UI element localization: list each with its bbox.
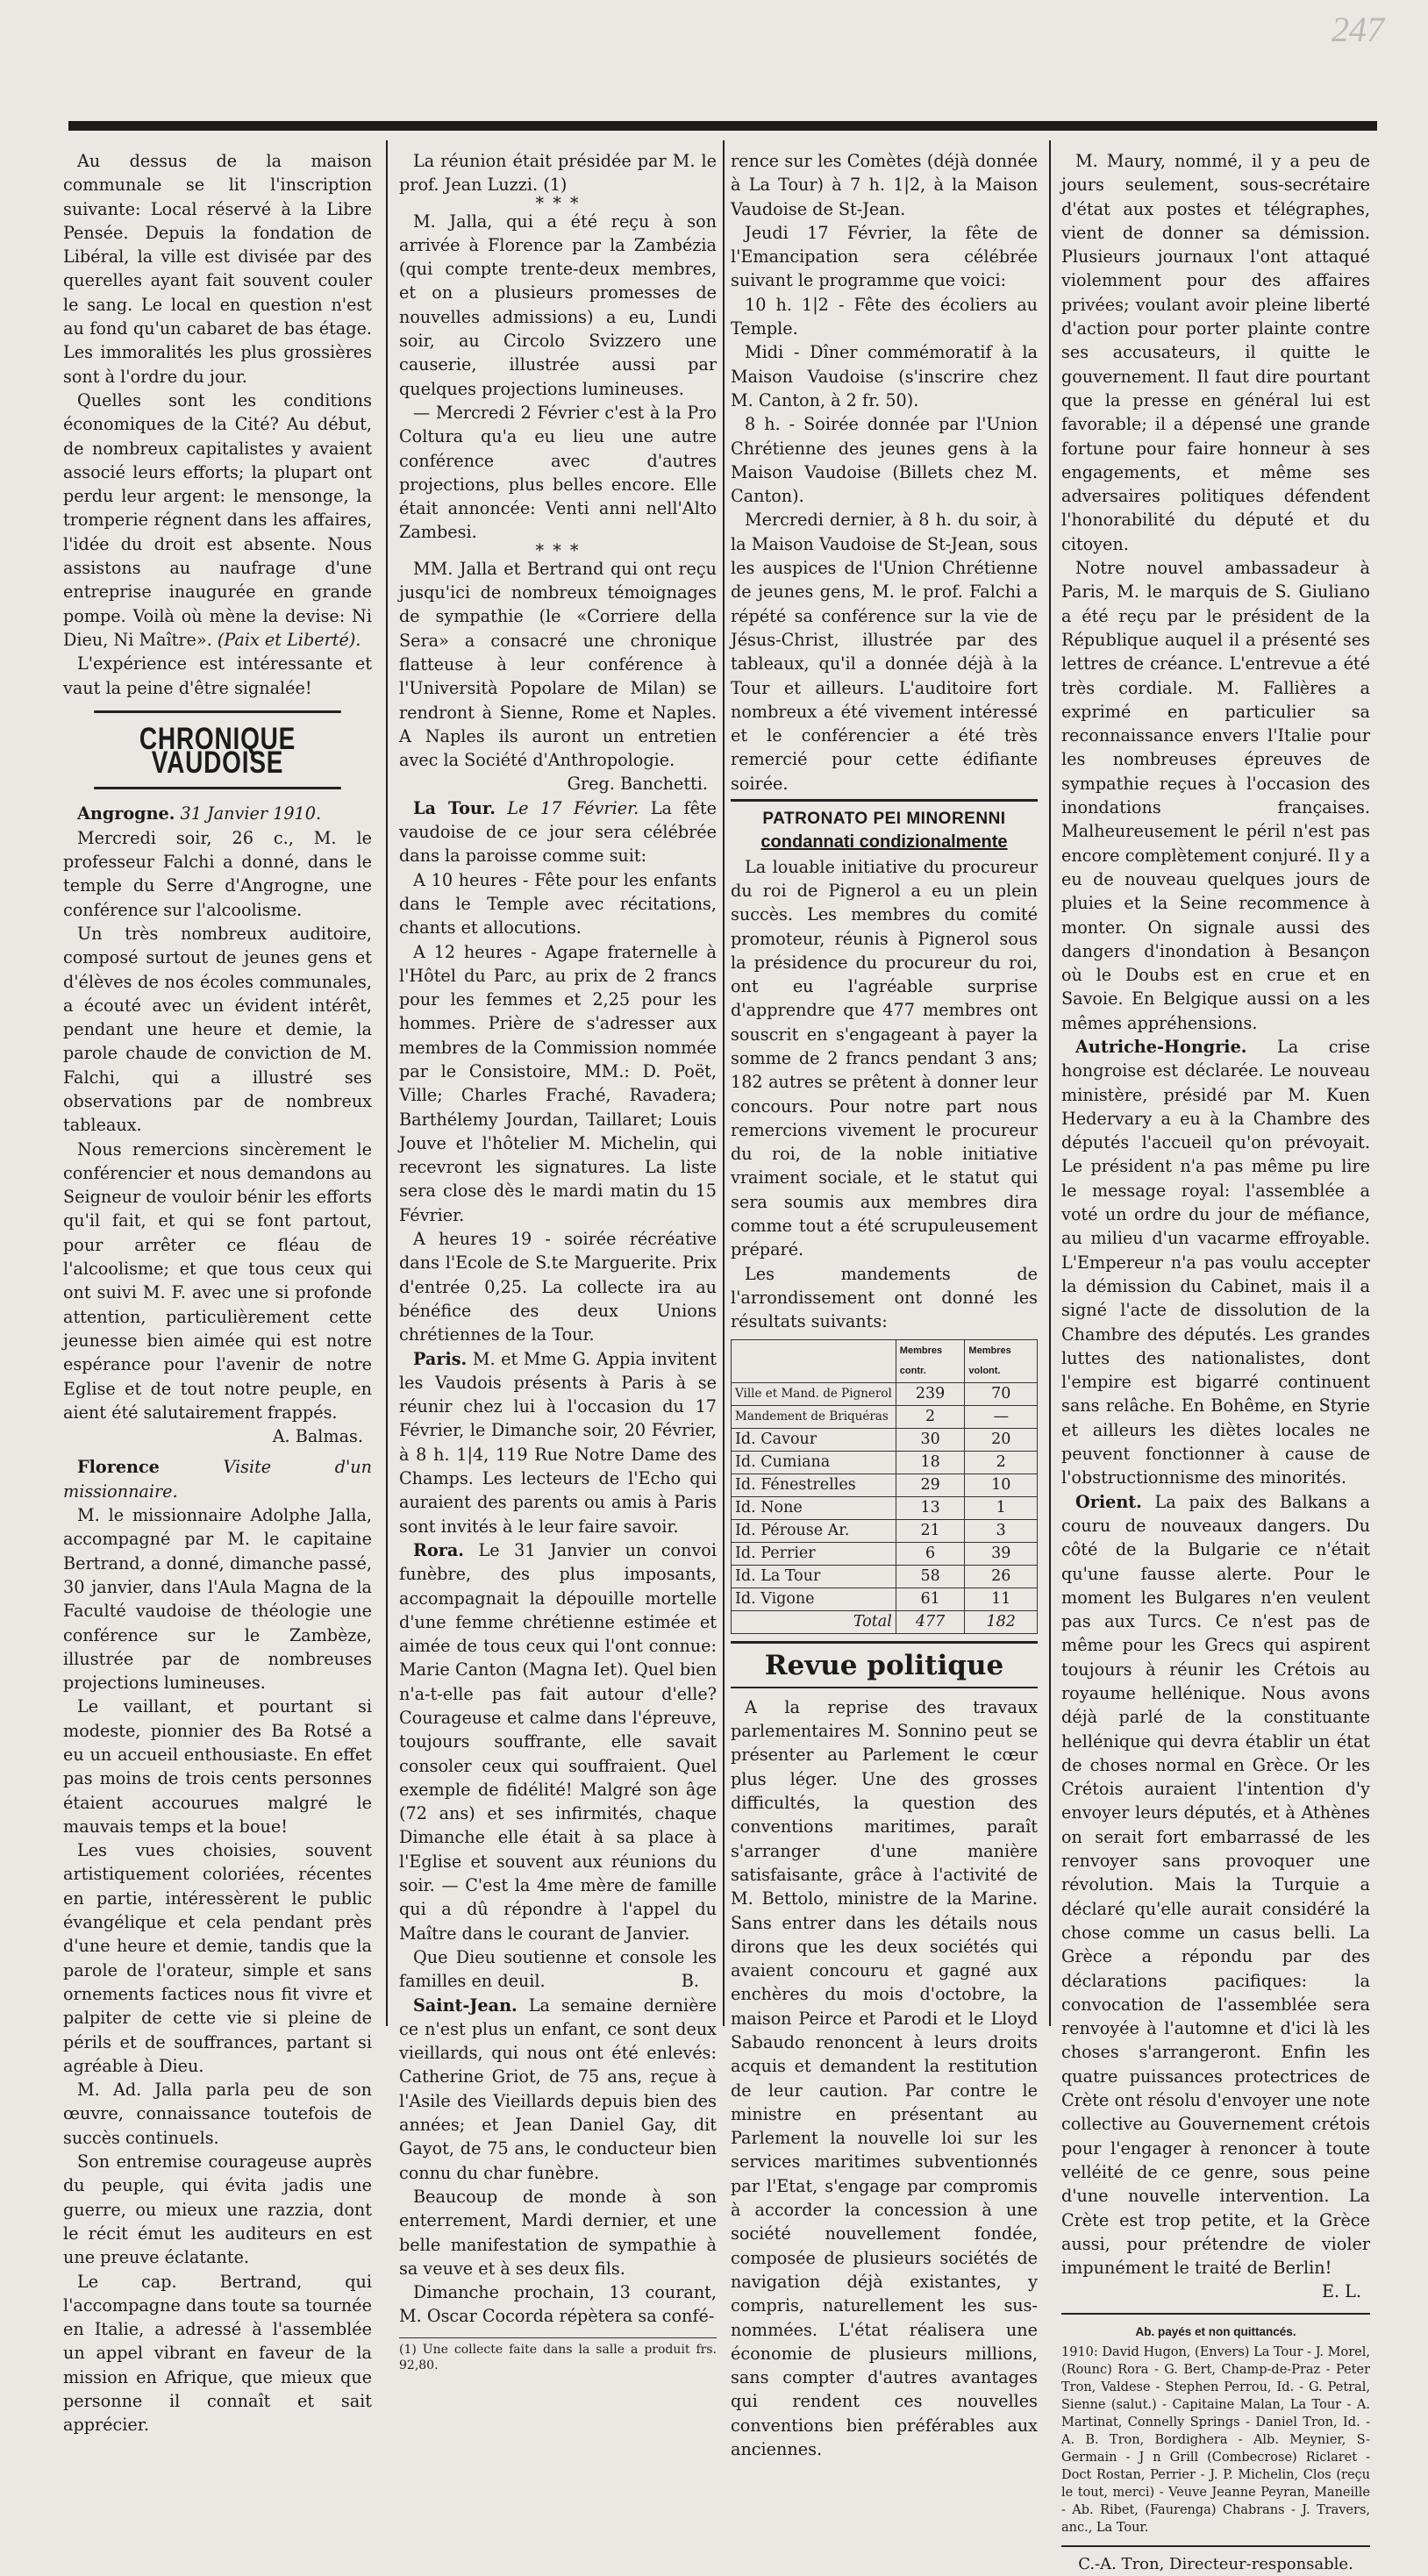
paragraph: Que Dieu soutienne et console les familles en deuil. B. — [399, 1946, 717, 1992]
column-divider — [1049, 140, 1051, 2026]
district-name: Id. Fénestrelles — [732, 1474, 896, 1496]
paragraph: 10 h. 1|2 - Fête des écoliers au Temple. — [731, 294, 1038, 339]
column-divider — [386, 140, 388, 2026]
district-name: Id. Perrier — [732, 1542, 896, 1565]
table-row — [732, 1496, 1038, 1519]
members-contr: 13 — [896, 1496, 965, 1519]
paragraph: Nous remercions sincèrement le conférencier et nous demandons au Seigneur de vouloir bénir les efforts qu'il fait, et qui se font partout, pour arrêter ce fléau de l'alcoolisme; et que tous ceux qui ont suivi M. F. avec une si profonde attention, particulièrement cette jeunesse bien aimée qui est notre espérance pour l'avenir de notre Eglise et de tout notre peuple, en aient été salutairement frappés. — [63, 1138, 372, 1423]
column-2 — [399, 149, 717, 2373]
paragraph: Un très nombreux auditoire, composé surtout de jeunes gens et d'élèves de nos écoles communales, a écouté avec un évident intérêt, pendant une heure et demie, la parole chaude de conviction de M. Falchi, qui a illustré ses observations par de nombreux tableaux. — [63, 923, 372, 1136]
district-name: Id. None — [732, 1496, 896, 1519]
members-volont: 20 — [965, 1428, 1038, 1451]
column-divider — [723, 140, 725, 2026]
article-florence — [63, 1455, 372, 1503]
table-row — [732, 1451, 1038, 1474]
column-header — [732, 1339, 896, 1382]
signature: E. L. — [1321, 2281, 1361, 2302]
paragraph: Mercredi dernier, à 8 h. du soir, à la Maison Vaudoise de St-Jean, sous les auspices de l'Union Chrétienne de jeunes gens, M. le prof. Falchi a répété sa conférence sur la vie de Jésus-Christ, illustrée par des tableaux, qu'il a donnée déjà à la Tour et ailleurs. L'auditoire fort nombreux a été vivement intéressé et le conférencier a été très remercié pour cette édifiante soirée. — [731, 510, 1038, 794]
column-3 — [731, 149, 1038, 2461]
district-name: Id. Vigone — [732, 1588, 896, 1610]
table-row — [732, 1588, 1038, 1610]
separator-stars: * * * — [535, 539, 581, 560]
paragraph: M. Jalla, qui a été reçu à son arrivée à Florence par la Zambézia (qui compte trente-deux membres, et on a plusieurs promesses de nouvelles admissions) a eu, Lundi soir, au Circolo Svizzero une causerie, illustrée aussi par quelques projections lumineuses. — [399, 211, 717, 399]
signature: A. Balmas. — [272, 1426, 363, 1447]
paragraph: rence sur les Comètes (déjà donnée à La Tour) à 7 h. 1|2, à la Maison Vaudoise de St-Jean. — [731, 151, 1038, 219]
article-rora: Rora. Le 31 Janvier un convoi funèbre, des plus imposants, accompagnait la dépouille mortelle d'une femme chrétienne estimée et aimée de tous ceux qui l'ont connue: Marie Canton (Magna Iet). Quel bien n'a-t-elle pas fait autour d'elle? Courageuse et calme dans l'épreuve, toujours souffrante, elle savait consoler ceux qui souffraient. Quel exemple de fidélité! Malgré son âge (72 ans) et ses infirmités, chaque Dimanche elle était à sa place à l'Eglise et souvent aux réunions du soir. — C'est la 4me mère de famille qui a dû répondre à l'appel du Maître dans le courant de Janvier. — [399, 1539, 717, 1944]
place-name: Florence — [77, 1457, 160, 1478]
table-row — [732, 1519, 1038, 1542]
place-name: Paris. — [413, 1348, 468, 1369]
district-name: Id. La Tour — [732, 1565, 896, 1588]
paragraph: — Mercredi 2 Février c'est à la Pro Coltura qu'a eu lieu une autre conférence avec d'autres projections, plus belles encore. Elle était annoncée: Venti anni nell'Alto Zambesi. — [399, 402, 717, 543]
table-header-row — [732, 1339, 1038, 1382]
paragraph: M. Ad. Jalla parla peu de son œuvre, connaissance toutefois de succès continuels. — [63, 2080, 372, 2148]
place-name: Rora. — [413, 1539, 464, 1560]
table-row — [732, 1565, 1038, 1588]
paragraph: L'expérience est intéressante et vaut la peine d'être signalée! — [63, 653, 372, 698]
paragraph: Midi - Dîner commémoratif à la Maison Vaudoise (s'inscrire chez M. Canton, à 2 fr. 50). — [731, 342, 1038, 410]
district-name: Id. Cumiana — [732, 1451, 896, 1474]
paragraph: Beaucoup de monde à son enterrement, Mardi dernier, et une belle manifestation de sympathie à sa veuve et à ses deux fils. — [399, 2186, 717, 2279]
district-name: Mandement de Briquéras — [732, 1405, 896, 1428]
members-volont: 11 — [965, 1588, 1038, 1610]
signature: Greg. Banchetti. — [567, 774, 708, 795]
column-4 — [1061, 149, 1370, 2576]
paragraph: 8 h. - Soirée donnée par l'Union Chrétienne des jeunes gens à la Maison Vaudoise (Billets chez M. Canton). — [731, 414, 1038, 507]
article-angrogne — [63, 802, 372, 825]
director-signature: C.-A. Tron, Directeur-responsable. — [1061, 2545, 1370, 2576]
page-number-mark: 247 — [1332, 10, 1384, 49]
table-total-row — [732, 1610, 1038, 1633]
members-contr: 2 — [896, 1405, 965, 1428]
place-name: Angrogne. — [77, 803, 175, 824]
paragraph: A 12 heures - Agape fraternelle à l'Hôtel du Parc, au prix de 2 francs pour les femmes et 2,25 pour les hommes. Prière de s'adresser aux membres de la Commission nommée par le Consistoire, MM.: D. Poët, Ville; Charles Fraché, Ravadera; Barthélemy Jourdan, Taillaret; Louis Jouve et l'hôtelier M. Michelin, qui recevront les signatures. La liste sera close dès le mardi matin du 15 Février. — [399, 941, 717, 1225]
table-row — [732, 1405, 1038, 1428]
members-contr: 30 — [896, 1428, 965, 1451]
members-volont: 3 — [965, 1519, 1038, 1542]
members-volont: 26 — [965, 1565, 1038, 1588]
members-volont: 2 — [965, 1451, 1038, 1474]
place-name: Saint-Jean. — [413, 1994, 518, 2016]
paragraph: La réunion était présidée par M. le prof. Jean Luzzi. (1) — [399, 151, 717, 196]
members-contr: 21 — [896, 1519, 965, 1542]
paragraph: La louable initiative du procureur du roi de Pignerol a eu un plein succès. Les membres du comité promoteur, réunis à Pignerol sous la présidence du procureur du roi, ont eu l'agréable surprise d'apprendre que 477 membres ont souscrit en s'engageant à payer la somme de 2 francs pendant 3 ans; 182 autres se prêtent à donner leur concours. Pour notre part nous remercions vivement le procureur du roi, de la noble initiative vraiment sociale, et le statut qui sera soumis aux membres dira comme tout a été scrupuleusement préparé. — [731, 856, 1038, 1260]
article-orient: Orient. La paix des Balkans a couru de nouveaux dangers. Du côté de la Bulgarie ce n'était qu'une fausse alerte. Pour le moment les Bulgares n'en veulent pas aux Turcs. Ce n'est pas de même pour les Grecs qui aspirent toujours à réunir les Crétois au royaume hellénique. Nous avons déjà parlé de la constituante hellénique qui devra établir un état de choses normal en Grèce. Or les Crétois auraient l'intention d'y envoyer leurs députés, et à Athènes on serait fort embarrassé de les renvoyer sans provoquer une révolution. Mais la Turquie a déclaré qu'elle aurait considéré la chose comme un casus belli. La Grèce a répondu par des déclarations pacifiques: la convocation de l'assemblée sera renvoyée à l'automne et d'ici là les choses s'arrangeront. Enfin les quatre puissances protectrices de Crète ont résolu d'envoyer une note collective au Gouvernement crétois pour l'engager à renoncer à toute velléité de ce genre, sous peine d'une nouvelle intervention. La Crète est trop petite, et la Grèce aussi, pour prétendre de violer impunément le traité de Berlin! — [1061, 1491, 1370, 2279]
table-row — [732, 1428, 1038, 1451]
divider — [1061, 2313, 1370, 2315]
paragraph: Notre nouvel ambassadeur à Paris, M. le marquis de S. Giuliano a été reçu par le président de la République auquel il a présenté ses lettres de créance. L'entrevue a été très cordiale. M. Fallières a exprimé en particulier sa reconnaissance envers l'Italie pour les nombreuses épreuves de sympathie reçues à l'occasion des inondations françaises. Malheureusement le péril n'est pas encore complètement conjuré. Il y a eu de nouveau quelques jours de pluies et la Seine recommence à monter. On signale aussi des dangers d'inondation à Besançon où le Doubs est en crue et en Savoie. En Belgique aussi on a les mêmes appréhensions. — [1061, 558, 1370, 1033]
source: (Paix et Liberté). — [217, 629, 361, 650]
column-header: Membres volont. — [965, 1339, 1038, 1382]
top-rule — [68, 121, 1377, 131]
article-paris: Paris. M. et Mme G. Appia invitent les Vaudois présents à Paris à se réunir chez lui à l'occasion du 17 Février, le Dimanche soir, 20 Février, à 8 h. 1|4, 119 Rue Notre Dame des Champs. Les lecteurs de l'Echo qui auraient des parents ou amis à Paris sont invités à le leur faire savoir. — [399, 1348, 717, 1537]
paragraph: Les vues choisies, souvent artistiquement coloriées, récentes en partie, intéressèrent le public évangélique et cela pendant près d'une heure et demie, tandis que la parole de l'orateur, simple et sans ornements factices nous fit vivre et palpiter de cette vie si pleine de périls et de souffrances, partant si agréable à Dieu. — [63, 1840, 372, 2076]
members-contr: 29 — [896, 1474, 965, 1496]
section-heading-patronato — [731, 799, 1038, 855]
table-row — [732, 1542, 1038, 1565]
members-contr: 58 — [896, 1565, 965, 1588]
paragraph: Jeudi 17 Février, la fête de l'Emancipation sera célébrée suivant le programme que voici: — [731, 222, 1038, 291]
section-heading-chronique: CHRONIQUE VAUDOISE — [94, 710, 341, 790]
members-volont: 10 — [965, 1474, 1038, 1496]
members-volont: 70 — [965, 1382, 1038, 1405]
heading-title: PATRONATO PEI MINORENNI — [762, 810, 1006, 829]
heading-subtitle: condannati condizionalmente — [760, 832, 1008, 853]
footnote: (1) Une collecte faite dans la salle a produit frs. 92,80. — [399, 2337, 717, 2373]
members-contr: 6 — [896, 1542, 965, 1565]
place-name: Orient. — [1075, 1491, 1142, 1512]
article-autriche: Autriche-Hongrie. La crise hongroise est déclarée. Le nouveau ministère, présidé par M. Kuen Hedervary a eu à la Chambre des députés l'accueil qu'on prévoyait. Le président n'a pas même pu lire le message royal: l'assemblée a voté un ordre du jour de méfiance, au milieu d'un vacarme effroyable. L'Empereur n'a pas voulu accepter la démission du Cabinet, mais il a signé l'acte de dissolution de la Chambre des députés. Les grandes luttes des nationalistes, dont l'empire est bigarré continuent sans relâche. En Bohême, en Styrie et ailleurs les diètes locales ne peuvent fonctionner à cause de l'obstructionnisme des minorités. — [1061, 1036, 1370, 1488]
article-la-tour: La Tour. Le 17 Février. La fête vaudoise de ce jour sera célébrée dans la paroisse comme suit: — [399, 797, 717, 867]
members-volont: 1 — [965, 1496, 1038, 1519]
district-name: Id. Pérouse Ar. — [732, 1519, 896, 1542]
article-saint-jean: Saint-Jean. La semaine dernière ce n'est plus un enfant, ce sont deux vieillards, qui nous ont été enlevés: Catherine Griot, de 75 ans, reçue à l'Asile des Vieillards depuis bien des années; et Jean Daniel Gay, dit Gayot, de 75 ans, le conducteur bien connu du char funèbre. — [399, 1994, 717, 2183]
total-label: Total — [732, 1610, 896, 1633]
table-row — [732, 1382, 1038, 1405]
district-name: Ville et Mand. de Pignerol — [732, 1382, 896, 1405]
paragraph: Quelles sont les conditions économiques de la Cité? Au début, de nombreux capitalistes y avaient associé leurs efforts; la plupart ont perdu leur argent: le mensonge, la tromperie régnent dans les affaires, l'idée du droit est absente. Nous assistons au naufrage d'une entreprise inaugurée en grande pompe. Voilà où mène la devise: Ni Dieu, Ni Maître». (Paix et Liberté). — [63, 389, 372, 650]
paragraph: M. Maury, nommé, il y a peu de jours seulement, sous-secrétaire d'état aux postes et télégraphes, vient de donner sa démission. Plusieurs journaux l'ont attaqué violemment pour des affaires privées; voulant avoir pleine liberté d'action pour porter plainte contre ses accusateurs, il quitte le gouvernement. Il faut dire pourtant que la presse en général lui est favorable; il a dépensé une grande fortune pour faire honneur à ses engagements, et même ses adversaires politiques défendent l'honorabilité du député et du citoyen. — [1061, 151, 1370, 554]
paragraph: M. le missionnaire Adolphe Jalla, accompagné par M. le capitaine Bertrand, a donné, dimanche passé, 30 janvier, dans l'Aula Magna de la Faculté vaudoise de théologie une conférence sur le Zambèze, illustrée par de nombreuses projections lumineuses. — [63, 1505, 372, 1694]
paragraph: Son entremise courageuse auprès du peuple, qui évita jadis une guerre, ou mieux une razzia, dont le récit émut les auditeurs en est une preuve éclatante. — [63, 2151, 372, 2268]
total-volont: 182 — [965, 1610, 1038, 1633]
subscriptions-list: 1910: David Hugon, (Envers) La Tour - J. Morel, (Rounc) Rora - G. Bert, Champ-de-Praz - Peter Tron, Valdese - Stephen Perrou, Id. - G. Petral, Sienne (salut.) - Capitaine Malan, La Tour - A. Martinat, Connelly Springs - Daniel Tron, Id. - A. B. Tron, Bordighera - Alb. Meynier, S-Germain - J n Grill (Combecrose) Riclaret - Doct Rostan, Perrier - J. P. Michelin, Clos (reçu le tout, merci) - Veuve Jeanne Peyran, Maneille - Ab. Ribet, (Faurenga) Chabrans - J. Travers, anc., La Tour. — [1061, 2345, 1370, 2536]
members-volont: 39 — [965, 1542, 1038, 1565]
place-name: La Tour. — [413, 797, 496, 818]
paragraph: Le cap. Bertrand, qui l'accompagne dans toute sa tournée en Italie, a adressé à l'assemblée un appel vibrant en faveur de la mission en Afrique, que mieux que personne il connaît et sait apprécier. — [63, 2271, 372, 2436]
column-header: Membres contr. — [896, 1339, 965, 1382]
total-contr: 477 — [896, 1610, 965, 1633]
members-contr: 61 — [896, 1588, 965, 1610]
subscriptions-heading: Ab. payés et non quittancés. — [1135, 2324, 1296, 2338]
date: Le 17 Février. — [507, 797, 639, 818]
paragraph: MM. Jalla et Bertrand qui ont reçu jusqu'ici de nombreux témoignages de sympathie (le «Corriere della Sera» a consacré une chronique flatteuse à leur conférence à l'Università Popolare de Milan) se rendront à Sienne, Rome et Naples. A Naples ils auront un entretien avec la Société d'Anthropologie. — [399, 558, 717, 771]
paragraph: Mercredi soir, 26 c., M. le professeur Falchi a donné, dans le temple du Serre d'Angrogne, une conférence sur l'alcoolisme. — [63, 827, 372, 920]
separator-stars: * * * — [535, 192, 581, 213]
district-name: Id. Cavour — [732, 1428, 896, 1451]
paragraph: A 10 heures - Fête pour les enfants dans le Temple avec récitations, chants et allocutions. — [399, 869, 717, 938]
article-title: Visite d'un missionnaire. — [63, 1457, 372, 1502]
date: 31 Janvier 1910. — [180, 803, 322, 824]
place-name: Autriche-Hongrie. — [1075, 1036, 1247, 1057]
paragraph: Le vaillant, et pourtant si modeste, pionnier des Ba Rotsé a eu un accueil enthousiaste. En effet pas moins de trois cents personnes étaient accourues malgré le mauvais temps et la boue! — [63, 1696, 372, 1837]
column-1 — [63, 149, 372, 2437]
paragraph: A la reprise des travaux parlementaires M. Sonnino peut se présenter au Parlement le cœur plus léger. Une des grosses difficultés, la question des conventions maritimes, paraît s'arranger d'une manière satisfaisante, grâce à l'activité de M. Bettolo, ministre de la Marine. Sans entrer dans les détails nous dirons que les deux sociétés qui avaient concouru et gagné aux enchères du mois d'octobre, la maison Peirce et Parodi et le Lloyd Sabaudo renoncent à leurs droits acquis et demandent la restitution de leur caution. Par contre le ministre en présentant au Parlement la nouvelle loi sur les services maritimes subventionnés par l'Etat, s'engage par compromis à accorder la concession à une société nouvellement fondée, composée de plusieurs sociétés de navigation déjà existantes, y compris, naturellement les sus-nommées. L'état réalisera une économie de plusieurs millions, sans compter d'autres avantages qui rendent ces nouvelles conventions bien préférables aux anciennes. — [731, 1696, 1038, 2460]
paragraph: A heures 19 - soirée récréative dans l'Ecole de S.te Marguerite. Prix d'entrée 0,25. La collecte ira au bénéfice des deux Unions chrétiennes de la Tour. — [399, 1229, 717, 1345]
results-table — [731, 1339, 1038, 1634]
section-heading-revue-politique: Revue politique — [731, 1641, 1038, 1688]
paragraph: Au dessus de la maison communale se lit l'inscription suivante: Local réservé à la Libre Pensée. Depuis la fondation de Libéral, la ville est divisée par des querelles ayant fait souvent couler le sang. Le local en question n'est au fond qu'un cabaret de bas étage. Les immoralités les plus grossières sont à l'ordre du jour. — [63, 151, 372, 387]
members-contr: 18 — [896, 1451, 965, 1474]
paragraph: Dimanche prochain, 13 courant, M. Oscar Cocorda répètera sa confé- — [399, 2282, 717, 2327]
paragraph: Les mandements de l'arrondissement ont donné les résultats suivants: — [731, 1263, 1038, 1332]
members-contr: 239 — [896, 1382, 965, 1405]
table-row — [732, 1474, 1038, 1496]
members-volont: — — [965, 1405, 1038, 1428]
